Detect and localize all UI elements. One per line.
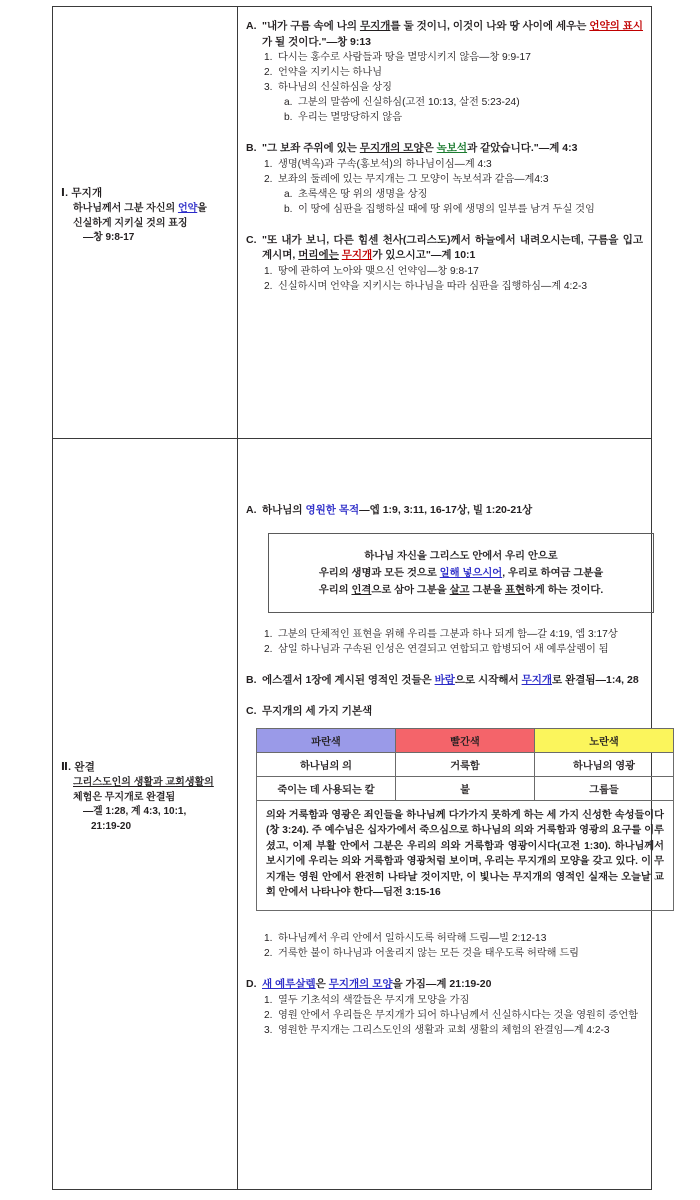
outline-text-1a-3a: 그분의 말씀에 신실하심(고전 10:13, 살전 5:23-24) (298, 97, 520, 108)
document-page (52, 6, 664, 1190)
outline-item-1c-2 (246, 279, 643, 294)
section-one (53, 7, 651, 439)
outline-1b-keyword-rainbow-appearance: 무지개의 모양 (359, 142, 424, 154)
outline-item-2a (246, 503, 674, 519)
quote-keyword-express: 표현 (505, 584, 525, 596)
outline-item-1b-2b (246, 202, 643, 217)
outline-marker-2b: B. (246, 673, 257, 686)
spacer-2b-2c (246, 688, 674, 702)
outline-1a-keyword-covenant-sign: 언약의 표시 (589, 20, 644, 32)
spacer-1b-1c (246, 217, 643, 231)
spacer-2c-2d (246, 961, 674, 975)
table-cell-r1c2: 거룩함 (396, 752, 535, 776)
quote-line-3-mid1: 으로 삼아 그분을 (371, 584, 450, 596)
outline-text-2b (262, 673, 674, 689)
outline-1a-mid: 를 둘 것이니, 이것이 나와 땅 사이에 세우는 (390, 20, 590, 32)
outline-text-2a-1: 그분의 단체적인 표현을 위해 우리를 그분과 하나 되게 함—갈 4:19, 엡 3:17상 (278, 628, 618, 640)
outline-item-1a-3b (246, 110, 643, 125)
outline-marker-2c-1: 1. (264, 933, 273, 945)
spacer-2a-2b (246, 657, 674, 671)
outline-item-1a-3 (246, 80, 643, 95)
outline-2b-keyword-wind: 바람 (434, 673, 455, 686)
quote-line-2 (277, 565, 645, 582)
outline-marker-2d: D. (246, 978, 257, 991)
outline-marker-2a: A. (246, 504, 257, 516)
table-header-row (257, 728, 674, 752)
section-one-reference: —창 9:8-17 (83, 232, 135, 243)
outline-text-2d-1: 열두 기초석의 색깔들은 무지개 모양을 가짐 (278, 994, 470, 1006)
outline-text-1a (262, 19, 643, 50)
quote-line-2-pre: 우리의 생명과 모든 것으로 (318, 567, 440, 579)
section-two-subtitle-link: 그리스도인의 생활과 교회생활의 (73, 777, 214, 788)
table-row (257, 776, 674, 800)
outline-marker-1b-2: 2. (264, 173, 273, 185)
outline-marker-1b-1: 1. (264, 158, 273, 170)
quote-keyword-worked-into: 일해 넣으시어 (439, 567, 503, 579)
outline-text-2c-1: 하나님께서 우리 안에서 일하시도록 허락해 드림—빌 2:12-13 (278, 933, 547, 945)
section-two-subtitle-line2: 체험은 무지개로 완결됨 (73, 791, 176, 803)
outline-marker-1b-2b: b. (284, 203, 293, 215)
table-cell-r2c1: 죽이는 데 사용되는 칼 (257, 776, 396, 800)
outline-text-1b-2: 보좌의 둘레에 있는 무지개는 그 모양이 녹보석과 같음—계4:3 (278, 173, 549, 185)
quote-line-1: 하나님 자신을 그리스도 안에서 우리 안으로 (364, 550, 558, 562)
table-cell-r2c3: 그룹들 (535, 776, 674, 800)
outline-2b-keyword-rainbow: 무지개 (521, 673, 553, 686)
section-two-left-column (53, 439, 238, 1189)
outline-marker-1b: B. (246, 142, 257, 154)
outline-text-1a-3: 하나님의 신실하심을 상징 (278, 82, 392, 93)
outline-item-2d-3 (246, 1023, 674, 1038)
outline-marker-2d-2: 2. (264, 1009, 273, 1021)
table-row (257, 752, 674, 776)
outline-text-2a-2: 삼일 하나님과 구속된 인성은 연결되고 연합되고 합병되어 새 예루살렘이 됨 (278, 643, 609, 655)
spacer-1a-1b (246, 125, 643, 139)
outline-2b-tail: 로 완결됨—1:4, 28 (552, 673, 639, 686)
outline-marker-2d-1: 1. (264, 994, 273, 1006)
section-two-right-column (238, 439, 682, 1189)
rainbow-color-table (256, 728, 674, 801)
outline-item-1c-1 (246, 264, 643, 279)
outline-text-2d-3: 영원한 무지개는 그리스도인의 생활과 교회 생활의 체험의 완결임—계 4:2-3 (278, 1024, 610, 1036)
outline-text-1a-3b: 우리는 멸망당하지 않음 (298, 112, 403, 123)
outline-text-2c-2: 거룩한 불이 하나님과 어울리지 않는 모든 것을 태우도록 허락해 드림 (278, 948, 580, 960)
section-one-heading-block (61, 185, 233, 246)
outline-item-2d-1 (246, 993, 674, 1008)
outline-marker-2a-1: 1. (264, 628, 273, 640)
outline-marker-1c-2: 2. (264, 280, 273, 292)
outline-text-2d-2: 영원 안에서 우리들은 무지개가 되어 하나님께서 신실하시다는 것을 영원히 증언함 (278, 1009, 639, 1021)
outline-2d-keyword-new-jerusalem: 새 예루살렘 (262, 978, 316, 991)
outline-marker-2c-2: 2. (264, 948, 273, 960)
section-two-heading-block (61, 759, 233, 834)
outline-marker-2d-3: 3. (264, 1024, 273, 1036)
outline-item-2c-1 (246, 931, 674, 946)
section-one-right-column (238, 7, 651, 438)
outline-2d-keyword-rainbow-appearance: 무지개의 모양 (328, 978, 393, 991)
quote-keyword-live: 살고 (449, 584, 470, 596)
outline-item-2b (246, 673, 674, 689)
table-header-blue: 파란색 (257, 728, 396, 752)
outline-marker-1a: A. (246, 20, 257, 32)
outline-item-2d-2 (246, 1008, 674, 1023)
outline-marker-2a-2: 2. (264, 643, 273, 655)
outline-1a-keyword-rainbow: 무지개 (359, 20, 391, 32)
outline-text-1c-1: 땅에 관하여 노아와 맺으신 언약임—창 9:8-17 (278, 265, 479, 277)
section-two (53, 439, 664, 1189)
quote-line-2-post: , 우리로 하여금 그분을 (502, 567, 604, 579)
outline-marker-1a-3: 3. (264, 82, 273, 93)
table-header-red: 빨간색 (396, 728, 535, 752)
outline-2a-keyword-eternal-purpose: 영원한 목적 (305, 504, 360, 516)
outline-item-1a-2 (246, 65, 643, 80)
outline-text-1b-1: 생명(벽옥)과 구속(홍보석)의 하나님이심—계 4:3 (278, 158, 492, 170)
outline-item-1b-2 (246, 172, 643, 187)
section-two-reference-line1: —겔 1:28, 계 4:3, 10:1, (83, 806, 187, 817)
explanatory-prose-text: 의와 거룩함과 영광은 죄인들을 하나님께 다가가지 못하게 하는 세 가지 신성한 속성들이다(창 3:24). 주 예수님은 십자가에서 죽으심으로 하나님의 의와 거룩함과 영광의 요구를 이루셨고, 이제 부활 안에서 그분은 우리의 의와 거룩함과 영광이시다(고전 1:30). 하나님께서 보시기에 우리는 의와 거룩함과 영광처럼 보이며, 우리는 무지개의 모양을 갖고 있다. 이 무지개는 영원 안에서 완전히 나타날 것이지만, 이 빛나는 무지개의 영적인 실재는 오늘날 교회 안에서 나타나야 한다—딤전 3:15-16 (266, 809, 664, 899)
outline-item-2c-2 (246, 946, 674, 961)
outline-text-1c (262, 233, 643, 264)
outline-1c-keyword-rainbow: 무지개 (341, 249, 373, 261)
definition-quote-box (268, 533, 654, 613)
outline-1c-keyword-on-his-head: 머리에는 (298, 249, 339, 261)
outline-2b-pre: 에스겔서 1장에 계시된 영적인 것들은 (262, 673, 435, 686)
outline-2d-mid: 은 (315, 978, 329, 991)
outline-text-2a (262, 503, 674, 519)
outline-2a-tail: —엡 1:9, 3:11, 16-17상, 빌 1:20-21상 (359, 504, 533, 516)
outline-item-1b (246, 141, 643, 157)
outline-2b-mid: 으로 시작해서 (454, 673, 522, 686)
outline-item-2a-2 (246, 642, 674, 657)
outline-item-1b-1 (246, 157, 643, 172)
outline-text-1b (262, 141, 643, 157)
outline-marker-1a-3a: a. (284, 97, 293, 108)
outline-text-1b-2a: 초록색은 땅 위의 생명을 상징 (298, 188, 428, 200)
outline-marker-1a-3b: b. (284, 112, 293, 123)
section-one-title: Ⅰ. 무지개 (61, 187, 103, 199)
outline-1b-open: "그 보좌 주위에 있는 (262, 142, 360, 154)
section-two-subtitle-line1 (61, 776, 233, 791)
outline-marker-1c-1: 1. (264, 265, 273, 277)
outline-item-2d (246, 977, 674, 993)
table-cell-r1c3: 하나님의 영광 (535, 752, 674, 776)
outline-2d-tail: 을 가짐—계 21:19-20 (392, 978, 492, 991)
section-one-subtitle-part1-tail: 을 (197, 203, 207, 214)
spacer-prose-to-subs (246, 911, 674, 931)
outline-marker-1b-2a: a. (284, 188, 293, 200)
outline-marker-1a-1: 1. (264, 52, 273, 63)
section-two-title: Ⅱ. 완결 (61, 761, 96, 773)
section-one-subtitle-line2: 신실하게 지키실 것의 표징 (73, 217, 188, 229)
outline-1b-mid: 은 (423, 142, 437, 154)
table-header-yellow: 노란색 (535, 728, 674, 752)
spacer-section-two-top (246, 449, 674, 501)
outline-marker-1a-2: 2. (264, 67, 273, 78)
quote-line-3 (277, 582, 645, 599)
section-one-subtitle-part1: 하나님께서 그분 자신의 (73, 203, 178, 214)
outline-item-2a-1 (246, 627, 674, 642)
outline-marker-1c: C. (246, 233, 257, 246)
outline-1a-open: "내가 구름 속에 나의 (262, 20, 360, 32)
quote-keyword-person: 인격 (351, 584, 372, 596)
quote-line-3-pre: 우리의 (318, 584, 352, 596)
outline-1b-keyword-emerald: 녹보석 (436, 142, 468, 154)
section-one-subtitle-link: 언약 (177, 203, 198, 214)
outline-text-2d (262, 977, 674, 993)
quote-line-3-mid2: 그분을 (469, 584, 506, 596)
outline-2a-pre: 하나님의 (262, 504, 306, 516)
outline-item-1c (246, 233, 643, 264)
spacer-quote-to-2a-subs (246, 613, 674, 627)
outline-1b-tail: 과 같았습니다."—계 4:3 (467, 142, 578, 154)
explanatory-prose-box (256, 801, 674, 912)
outline-text-1a-1: 다시는 홍수로 사람들과 땅을 멸망시키지 않음—창 9:9-17 (278, 52, 531, 63)
outline-item-1a-1 (246, 50, 643, 65)
outline-item-2c (246, 704, 674, 720)
outline-text-1c-2: 신실하시며 언약을 지키시는 하나님을 따라 심판을 집행하심—계 4:2-3 (278, 280, 588, 292)
outline-marker-2c: C. (246, 705, 257, 717)
section-two-reference-line2: 21:19-20 (91, 820, 132, 832)
table-cell-r2c2: 불 (396, 776, 535, 800)
outline-1a-tail: 가 될 것이다."—창 9:13 (262, 35, 372, 48)
outline-item-1a-3a (246, 95, 643, 110)
outline-text-1b-2b: 이 땅에 심판을 집행하실 때에 땅 위에 생명의 일부를 남겨 두실 것임 (298, 203, 595, 215)
outline-item-1b-2a (246, 187, 643, 202)
outline-text-2c: 무지개의 세 가지 기본색 (262, 705, 373, 717)
section-one-left-column (53, 7, 238, 438)
quote-line-3-tail: 하게 하는 것이다. (524, 584, 604, 596)
outline-1c-open: "또 내가 보니, 다른 힘센 천사(그리스도)께서 하늘에서 내려오시는데, 구름을 입고 계시며, (262, 233, 643, 261)
outline-1c-tail: 가 있으시고"—계 10:1 (372, 249, 476, 261)
outline-text-1a-2: 언약을 지키시는 하나님 (278, 67, 383, 78)
outline-item-1a (246, 19, 643, 50)
table-cell-r1c1: 하나님의 의 (257, 752, 396, 776)
section-one-subtitle (61, 202, 233, 217)
